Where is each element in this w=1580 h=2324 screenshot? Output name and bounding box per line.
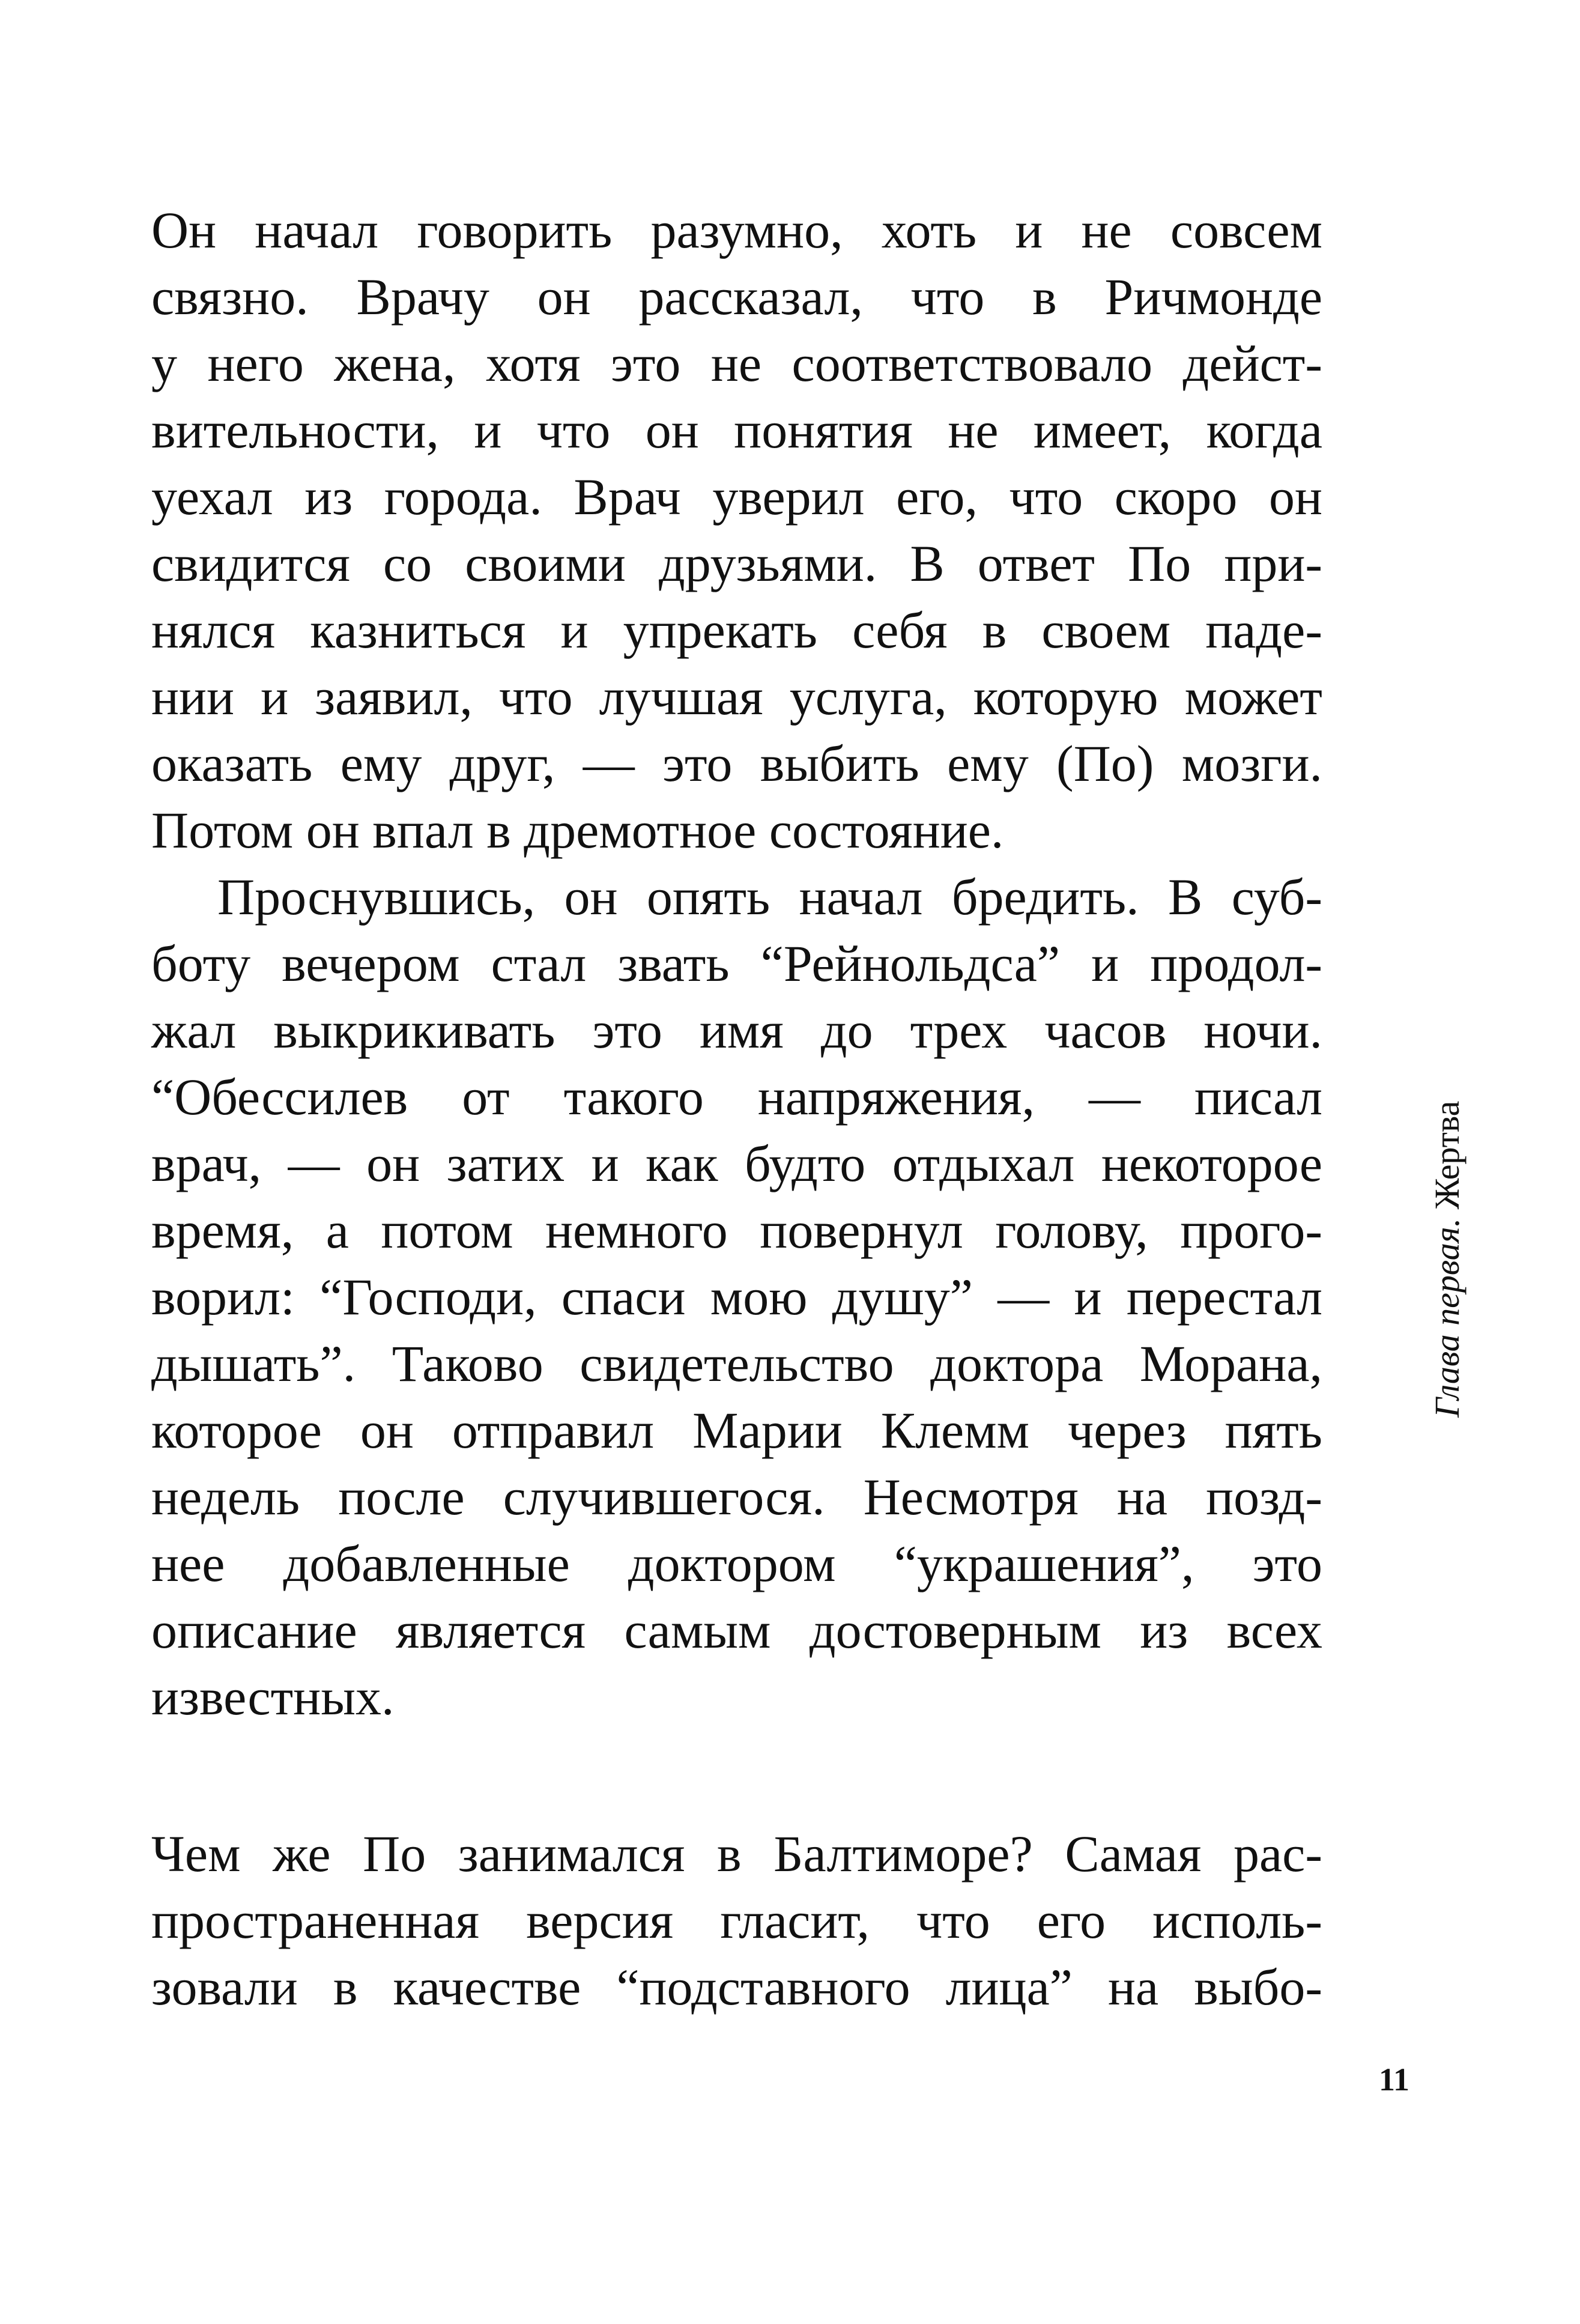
text-line: дышать”. Таково свидетельство доктора Морана, [151,1335,1322,1392]
text-line: нии и заявил, что лучшая услуга, которую может [151,668,1322,726]
text-line: “Обессилев от такого напряжения, — писал [151,1068,1322,1126]
text-line: уехал из города. Врач уверил его, что скоро он [151,468,1322,526]
text-line: известных. [151,1668,395,1726]
text-line: жал выкрикивать это имя до трех часов ночи. [151,1001,1322,1059]
text-line: время, а потом немного повернул голову, прого- [151,1201,1322,1259]
running-head-chapter: Глава первая. [1427,1218,1466,1418]
text-line: ворил: “Господи, спаси мою душу” — и перестал [151,1268,1322,1326]
text-line: недель после случившегося. Несмотря на позд- [151,1468,1322,1526]
text-line: Он начал говорить разумно, хоть и не совсем [151,201,1322,259]
main-text [151,197,1322,1731]
text-line: боту вечером стал звать “Рейнольдса” и продол- [151,935,1322,992]
text-line: описание является самым достоверным из всех [151,1601,1322,1659]
text-line: у него жена, хотя это не соответствовало дейст- [151,335,1322,392]
page-number: 11 [1379,2062,1410,2098]
text-line: пространенная версия гласит, что его исполь- [151,1892,1322,1949]
text-line: врач, — он затих и как будто отдыхал некоторое [151,1135,1322,1192]
text-line: нее добавленные доктором “украшения”, это [151,1535,1322,1592]
text-line: вительности, и что он понятия не имеет, когда [151,401,1322,459]
running-head-title: Жертва [1427,1100,1466,1210]
text-line: оказать ему друг, — это выбить ему (По) мозги. [151,735,1322,792]
section-text [151,1821,1322,2021]
text-line: зовали в качестве “подставного лица” на выбо- [151,1958,1322,2016]
running-head [1428,1009,1466,1418]
text-line: Проснувшись, он опять начал бредить. В суб- [217,868,1322,926]
text-line: которое он отправил Марии Клемм через пять [151,1401,1322,1459]
text-line: связно. Врачу он рассказал, что в Ричмонде [151,268,1322,326]
text-line: Чем же По занимался в Балтиморе? Самая рас- [151,1825,1322,1883]
text-line: нялся казниться и упрекать себя в своем паде- [151,601,1322,659]
text-line: свидится со своими друзьями. В ответ По при- [151,535,1322,592]
text-line: Потом он впал в дремотное состояние. [151,801,1004,859]
